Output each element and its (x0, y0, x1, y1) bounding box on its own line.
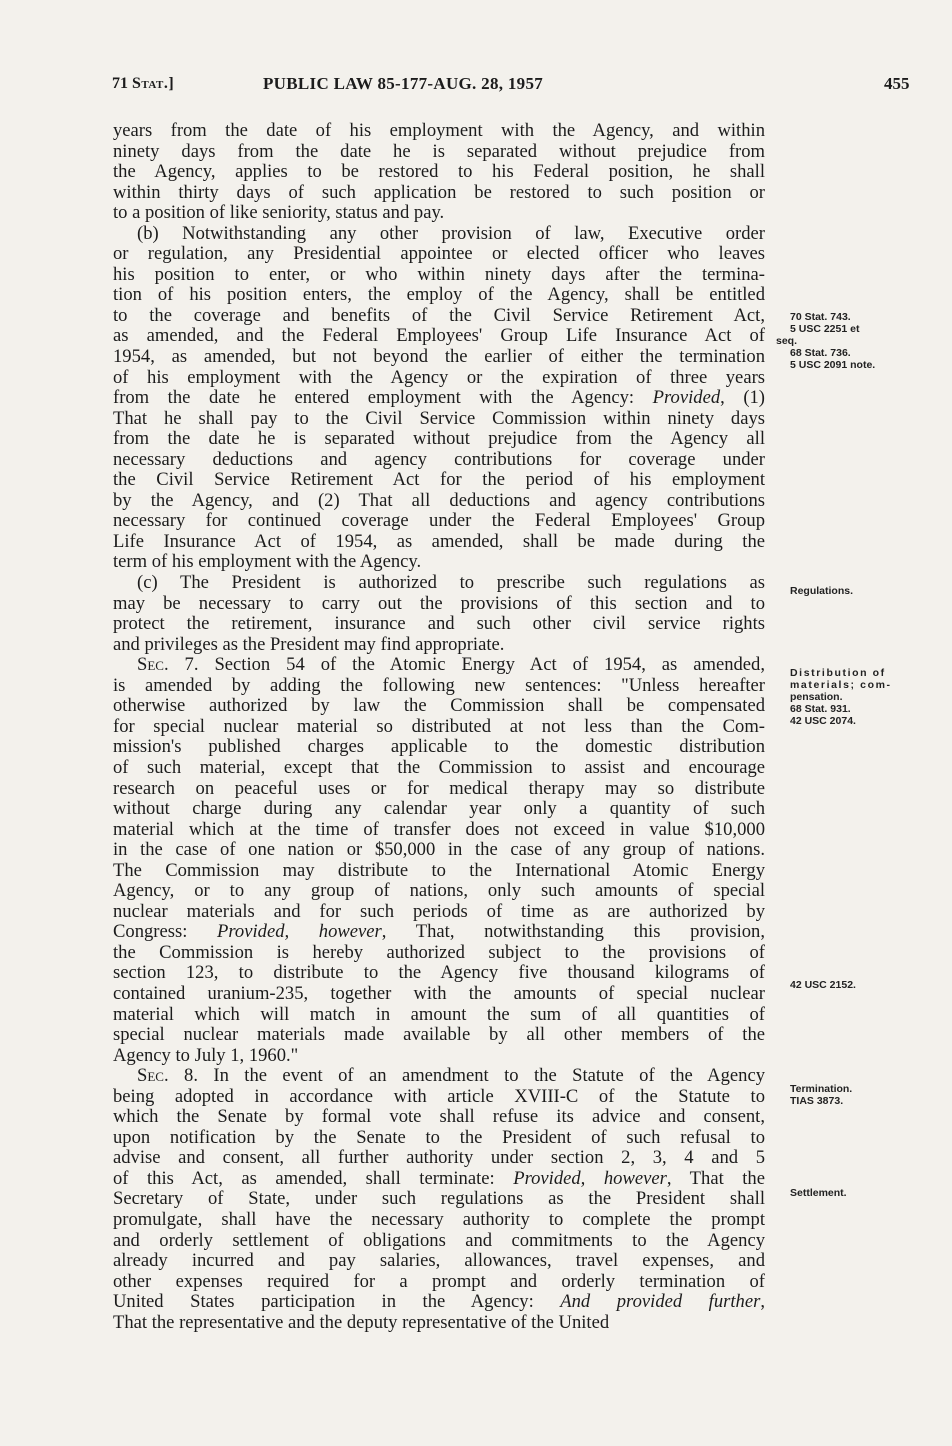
italic-proviso: Provided (652, 387, 721, 409)
text-line (113, 142, 765, 163)
text-line (113, 1148, 765, 1169)
line-text: in the case of one nation or $50,000 in the case of any group of nations. (113, 839, 765, 861)
line-text: for special nuclear material so distributed at not less than the Com- (113, 715, 765, 737)
line-text: mission's published charges applicable to the domestic distribution (113, 736, 765, 758)
text-line (113, 1066, 765, 1087)
line-text: promulgate, shall have the necessary authority to complete the prompt (113, 1208, 765, 1230)
line-text: necessary for continued coverage under the Federal Employees' Group (113, 510, 765, 532)
line-text: ninety days from the date he is separated without prejudice from (113, 140, 765, 162)
text-line (113, 552, 765, 573)
line-text: from the date he entered employment with the Agency: (113, 387, 635, 409)
text-line (113, 203, 765, 224)
line-text: otherwise authorized by law the Commission shall be compensated (113, 695, 765, 717)
text-line (113, 1169, 765, 1190)
text-line (113, 429, 765, 450)
text-line (113, 1231, 765, 1252)
line-text: is amended by adding the following new sentences: "Unless hereafter (113, 674, 765, 696)
text-line (113, 1210, 765, 1231)
text-line (113, 265, 765, 286)
line-text: Secretary of State, under such regulations as the President shall (113, 1188, 765, 1210)
italic-proviso: Provided, however (513, 1167, 667, 1189)
text-line (113, 696, 765, 717)
line-text: 1954, as amended, but not beyond the earlier of either the termination (113, 346, 765, 368)
line-text: or regulation, any Presidential appointee or elected officer who leaves (113, 243, 765, 265)
text-line (113, 717, 765, 738)
line-text: necessary deductions and agency contributions for coverage under (113, 448, 765, 470)
text-line (113, 491, 765, 512)
line-text: (b) Notwithstanding any other provision of law, Executive order (137, 222, 765, 244)
line-text: other expenses required for a prompt and orderly termination of (113, 1270, 765, 1292)
line-text: as amended, and the Federal Employees' Group Life Insurance Act of (113, 325, 765, 347)
line-text: of this Act, as amended, shall terminate: (113, 1167, 495, 1189)
margin-note-line: Distribution of (790, 667, 886, 679)
line-text: The Commission may distribute to the International Atomic Energy (113, 859, 765, 881)
text-line (113, 450, 765, 471)
line-text-after: , (1) (720, 387, 765, 409)
line-text: the Agency, applies to be restored to his Federal position, he shall (113, 161, 765, 183)
text-line (113, 162, 765, 183)
text-line (113, 1251, 765, 1272)
margin-note-line: 70 Stat. 743. (790, 311, 851, 323)
text-line (113, 1005, 765, 1026)
line-text-after: , That, notwithstanding this provision, (381, 921, 765, 943)
line-text: by the Agency, and (2) That all deductions and agency contributions (113, 489, 765, 511)
line-text: special nuclear materials made available by all other members of the (113, 1024, 765, 1046)
line-text: material which at the time of transfer does not exceed in value $10,000 (113, 818, 765, 840)
margin-note (790, 585, 920, 597)
text-line (113, 840, 765, 861)
line-text: of such material, except that the Commission to assist and encourage (113, 756, 765, 778)
margin-note (776, 311, 920, 371)
section-label: Sec. (137, 1065, 169, 1087)
volume-stat-label: Stat. (132, 75, 169, 92)
text-line (113, 758, 765, 779)
margin-note-line: 68 Stat. 736. (790, 347, 851, 359)
line-text: advise and consent, all further authority under section 2, 3, 4 and 5 (113, 1147, 765, 1169)
text-line (113, 676, 765, 697)
text-line (113, 1313, 765, 1334)
line-text: which the Senate by formal vote shall refuse its advice and consent, (113, 1106, 765, 1128)
line-text: within thirty days of such application be restored to such position or (113, 181, 765, 203)
margin-note-line: 5 USC 2251 et (790, 323, 860, 335)
text-line (113, 1025, 765, 1046)
margin-note-line: seq. (776, 335, 798, 347)
margin-note-line: 42 USC 2152. (790, 979, 856, 991)
text-line (113, 594, 765, 615)
line-text: the Civil Service Retirement Act for the period of his employment (113, 469, 765, 491)
line-text: contained uranium-235, together with the amounts of special nuclear (113, 982, 765, 1004)
line-text: (c) The President is authorized to prescribe such regulations as (137, 572, 765, 594)
margin-note (790, 1187, 920, 1199)
margin-note-line: 5 USC 2091 note. (790, 359, 876, 371)
header-bracket: ] (168, 75, 174, 92)
text-line (113, 922, 765, 943)
margin-note-line: Termination. (790, 1083, 853, 1095)
page-number: 455 (884, 74, 910, 93)
line-text-after: , That the (666, 1167, 765, 1189)
margin-note (790, 979, 920, 991)
italic-proviso: And provided further (560, 1291, 761, 1313)
margin-note (790, 1083, 920, 1107)
line-text: 7. Section 54 of the Atomic Energy Act of 1954, as amended, (168, 654, 765, 676)
volume-number: 71 (112, 75, 128, 92)
text-line (113, 285, 765, 306)
text-line (113, 779, 765, 800)
line-text: years from the date of his employment with the Agency, and within (113, 120, 765, 141)
text-line (113, 1087, 765, 1108)
margin-note-line: materials; com- (790, 679, 892, 691)
text-line (113, 306, 765, 327)
line-text: may be necessary to carry out the provisions of this section and to (113, 592, 765, 614)
line-text: term of his employment with the Agency. (113, 551, 422, 573)
line-text: Congress: (113, 921, 188, 943)
italic-proviso: Provided, however (217, 921, 382, 943)
text-line (113, 1292, 765, 1313)
line-text: and orderly settlement of obligations and commitments to the Agency (113, 1229, 765, 1251)
text-line (113, 963, 765, 984)
line-text: That the representative and the deputy representative of the United (113, 1311, 610, 1333)
text-line (113, 1046, 765, 1067)
running-header-left (112, 74, 174, 94)
text-line (113, 614, 765, 635)
section-label: Sec. (137, 654, 169, 676)
line-text: Life Insurance Act of 1954, as amended, shall be made during the (113, 530, 765, 552)
line-text: Agency to July 1, 1960." (113, 1044, 299, 1066)
text-line (113, 244, 765, 265)
line-text: upon notification by the Senate to the President of such refusal to (113, 1126, 765, 1148)
running-header-title: PUBLIC LAW 85-177-AUG. 28, 1957 (263, 74, 544, 93)
line-text: protect the retirement, insurance and such other civil service rights (113, 613, 765, 635)
text-line (113, 1272, 765, 1293)
text-line (113, 470, 765, 491)
text-line (113, 532, 765, 553)
line-text: being adopted in accordance with article XVIII-C of the Statute to (113, 1085, 765, 1107)
text-line (113, 984, 765, 1005)
margin-note-line: TIAS 3873. (790, 1095, 844, 1107)
line-text: his position to enter, or who within ninety days after the termina- (113, 263, 765, 285)
text-line (113, 388, 765, 409)
margin-note-line: Regulations. (790, 585, 854, 597)
line-text: without charge during any calendar year only a quantity of such (113, 798, 765, 820)
line-text: the Commission is hereby authorized subject to the provisions of (113, 941, 765, 963)
text-line (113, 943, 765, 964)
text-line (113, 820, 765, 841)
text-line (113, 511, 765, 532)
margin-note-line: Settlement. (790, 1187, 847, 1199)
line-text: to a position of like seniority, status and pay. (113, 202, 445, 224)
text-line (113, 224, 765, 245)
body-text (113, 121, 765, 1333)
text-line (113, 861, 765, 882)
text-line (113, 347, 765, 368)
line-text: research on peaceful uses or for medical therapy may so distribute (113, 777, 765, 799)
text-line (113, 635, 765, 656)
text-line (113, 655, 765, 676)
text-line (113, 1128, 765, 1149)
line-text: already incurred and pay salaries, allowances, travel expenses, and (113, 1250, 765, 1272)
text-line (113, 799, 765, 820)
margin-note-line: 68 Stat. 931. (790, 703, 851, 715)
text-line (113, 1107, 765, 1128)
line-text: and privileges as the President may find appropriate. (113, 633, 505, 655)
line-text: to the coverage and benefits of the Civil Service Retirement Act, (113, 304, 765, 326)
line-text: of his employment with the Agency or the expiration of three years (113, 366, 765, 388)
line-text: United States participation in the Agency: (113, 1291, 534, 1313)
text-line (113, 368, 765, 389)
line-text: 8. In the event of an amendment to the Statute of the Agency (168, 1065, 765, 1087)
margin-note (790, 667, 920, 727)
text-line (113, 183, 765, 204)
text-line (113, 737, 765, 758)
line-text: material which will match in amount the sum of all quantities of (113, 1003, 765, 1025)
line-text-after: , (760, 1291, 765, 1313)
line-text: That he shall pay to the Civil Service Commission within ninety days (113, 407, 765, 429)
text-line (113, 902, 765, 923)
text-line (113, 326, 765, 347)
text-line (113, 881, 765, 902)
margin-note-line: 42 USC 2074. (790, 715, 856, 727)
line-text: tion of his position enters, the employ of the Agency, shall be entitled (113, 284, 765, 306)
line-text: Agency, or to any group of nations, only such amounts of special (113, 880, 765, 902)
text-line (113, 573, 765, 594)
margin-note-line: pensation. (790, 691, 843, 703)
line-text: from the date he is separated without prejudice from the Agency all (113, 428, 765, 450)
line-text: nuclear materials and for such periods of time as are authorized by (113, 900, 765, 922)
text-line (113, 1189, 765, 1210)
line-text: section 123, to distribute to the Agency five thousand kilograms of (113, 962, 765, 984)
text-line (113, 409, 765, 430)
text-line (113, 121, 765, 142)
